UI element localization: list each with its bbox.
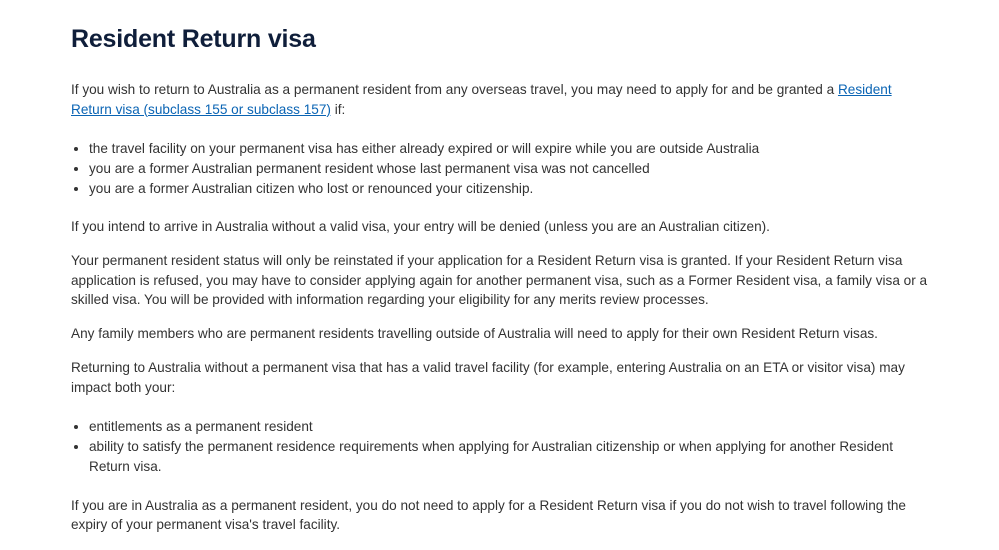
list-item: • you are a former Australian citizen who lost or renounced your citizenship. <box>89 179 931 199</box>
no-valid-visa-paragraph: If you intend to arrive in Australia without a valid visa, your entry will be denied (unless you are an Australian citizen). <box>71 219 770 235</box>
page-title: Resident Return visa <box>71 25 316 53</box>
conditions-list <box>71 139 931 198</box>
returning-without-paragraph: Returning to Australia without a permanent visa that has a valid travel facility (for example, entering Australia on an ETA or visitor visa) may impact both your: <box>71 360 905 395</box>
resident-return-visa-link[interactable]: Resident Return visa (subclass 155 or subclass 157) <box>71 82 892 117</box>
list-item: • the travel facility on your permanent visa has either already expired or will expire while you are outside Australia <box>89 139 931 159</box>
list-item: • you are a former Australian permanent resident whose last permanent visa was not cancelled <box>89 159 931 179</box>
main-content <box>71 22 931 549</box>
list-item: • ability to satisfy the permanent residence requirements when applying for Australian citizenship or when applying for another Resident Return visa. <box>89 437 931 477</box>
status-reinstated-paragraph: Your permanent resident status will only be reinstated if your application for a Resident Return visa is granted. If your Resident Return visa application is refused, you may have to consider applying again for another permanent visa, such as a Former Resident visa, a family visa or a skilled visa. You will be provided with information regarding your eligibility for any merits review processes. <box>71 253 928 308</box>
intro-text-after: if: <box>330 101 346 117</box>
family-members-paragraph: Any family members who are permanent residents travelling outside of Australia will need to apply for their own Resident Return visas. <box>71 326 878 342</box>
in-australia-paragraph: If you are in Australia as a permanent resident, you do not need to apply for a Resident Return visa if you do not wish to travel following the expiry of your permanent visa's travel facility. <box>71 497 906 533</box>
list-item: • entitlements as a permanent resident <box>89 417 931 437</box>
impacts-list <box>71 417 931 476</box>
intro-paragraph <box>71 80 931 119</box>
intro-text-before: If you wish to return to Australia as a permanent resident from any overseas travel, you may need to apply for and be granted a <box>71 82 838 97</box>
